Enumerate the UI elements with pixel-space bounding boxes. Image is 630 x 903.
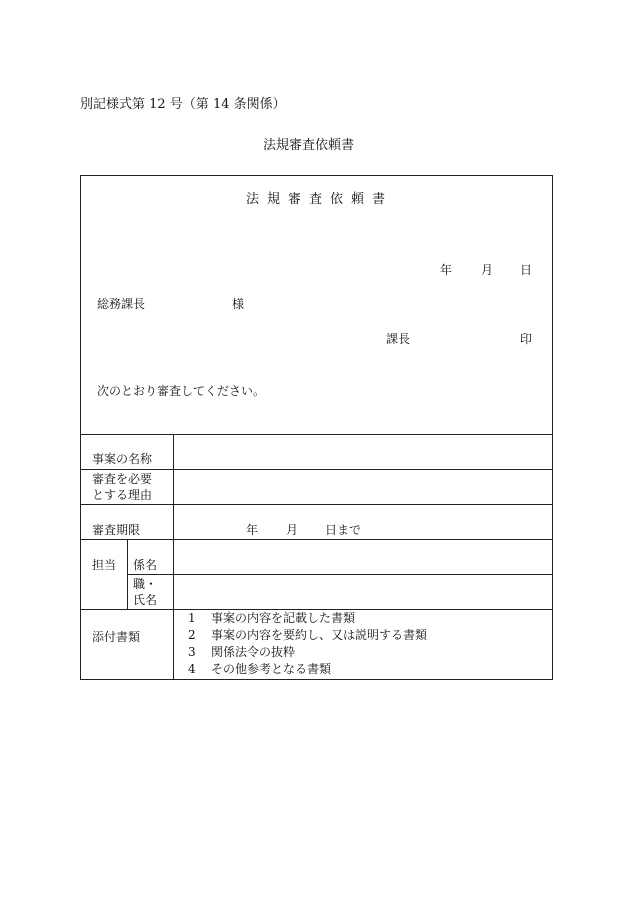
addressee-honorific: 様 [232,297,245,311]
date-year-label: 年 [440,263,453,277]
position-label-line1: 職・ [133,577,158,591]
attachment-number: 4 [188,662,196,676]
date-month-label: 月 [481,263,494,277]
request-text: 次のとおり審査してください。 [97,384,266,398]
addressee-name: 総務課長 [97,297,146,311]
form-inner-title: 法規審査依頼書 [246,192,394,207]
attachment-number: 1 [188,611,196,625]
deadline-month: 月 [286,523,299,537]
deadline-year: 年 [246,523,259,537]
case-name-label: 事案の名称 [92,452,153,466]
attachment-number: 3 [188,645,196,659]
staff-label: 担当 [92,558,117,572]
attachment-text: 関係法令の抜粋 [211,645,296,659]
position-label-line2: 氏名 [133,593,158,607]
attachment-text: 事案の内容を記載した書類 [211,611,356,625]
date-day-label: 日 [520,263,533,277]
attachments-label: 添付書類 [92,630,141,644]
sender-title: 課長 [386,332,411,346]
seal-mark: 印 [520,332,533,346]
deadline-label: 審査期限 [92,523,141,537]
document-title: 法規審査依頼書 [263,138,355,153]
form-number: 別記様式第 12 号（第 14 条関係） [80,97,286,112]
attachment-text: その他参考となる書類 [211,662,332,676]
deadline-until: 日まで [325,523,362,537]
attachment-text: 事案の内容を要約し、又は説明する書類 [211,628,428,642]
reason-label-line2: とする理由 [92,488,153,502]
reason-label-line1: 審査を必要 [92,472,153,486]
section-label: 係名 [133,558,158,572]
attachment-number: 2 [188,628,196,642]
